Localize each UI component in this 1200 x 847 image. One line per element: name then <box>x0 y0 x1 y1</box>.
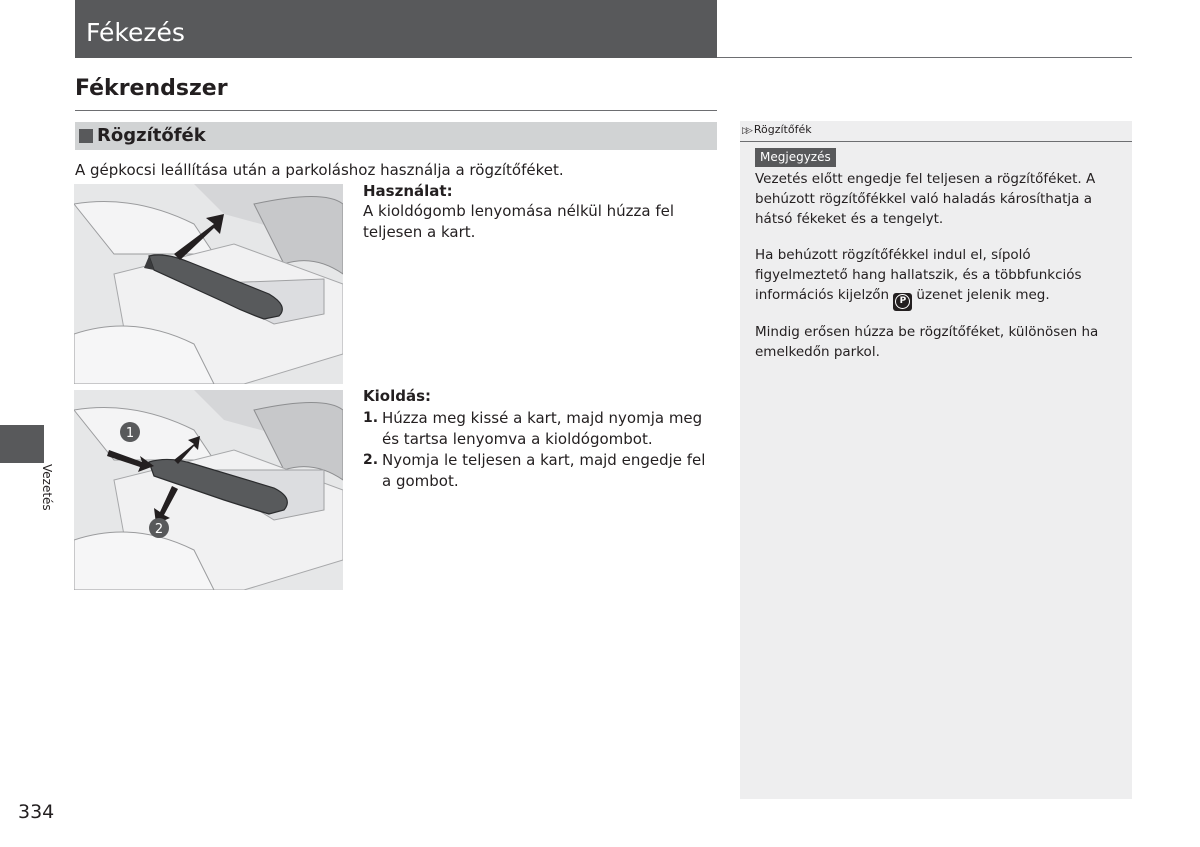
callout-1: 1 <box>125 426 135 441</box>
chapter-title: Fékezés <box>86 18 185 47</box>
note-paragraph: Mindig erősen húzza be rögzítőféket, különösen ha emelkedőn parkol. <box>755 324 1099 360</box>
step-text: Húzza meg kissé a kart, majd nyomja meg és tartsa lenyomva a kioldógombot. <box>382 409 703 448</box>
header-rule <box>717 57 1132 58</box>
parking-brake-release-illustration <box>74 390 343 590</box>
release-step <box>363 408 713 450</box>
side-tab-label: Vezetés <box>40 464 54 511</box>
note-text: Ha behúzott rögzítőfékkel indul el, sípoló figyelmeztető hang hallatszik, és a többfunkciós információs kijelzőn <box>755 247 1082 303</box>
usage-text: A kioldógomb lenyomása nélkül húzza fel teljesen a kart. <box>363 202 675 241</box>
parking-brake-apply-illustration <box>74 184 343 384</box>
page-number: 334 <box>18 801 55 823</box>
side-tab <box>0 425 44 463</box>
note-paragraph: Vezetés előtt engedje fel teljesen a rögzítőféket. A behúzott rögzítőfékkel való haladás károsíthatja a hátsó fékeket és a tengelyt. <box>755 171 1096 227</box>
usage-label: Használat: <box>363 182 453 200</box>
note-reference-title: Rögzítőfék <box>753 123 812 136</box>
section-rule <box>75 110 717 111</box>
subsection-square-icon <box>79 129 93 143</box>
note-text: üzenet jelenik meg. <box>916 287 1050 303</box>
step-number: 2. <box>363 452 379 468</box>
note-badge: Megjegyzés <box>755 148 836 167</box>
note-paragraph <box>755 245 1125 311</box>
parking-brake-apply-drawing <box>74 184 343 384</box>
note-header-rule <box>740 141 1132 142</box>
release-label: Kioldás: <box>363 387 431 405</box>
step-number: 1. <box>363 410 379 426</box>
callout-2: 2 <box>154 522 164 537</box>
parking-brake-icon: P <box>893 293 912 311</box>
section-title: Fékrendszer <box>75 76 228 101</box>
double-chevron-icon: ▷▷ <box>742 126 750 136</box>
step-text: Nyomja le teljesen a kart, majd engedje fel a gombot. <box>382 451 706 490</box>
release-step <box>363 450 713 492</box>
note-reference <box>742 123 812 138</box>
intro-text: A gépkocsi leállítása után a parkoláshoz használja a rögzítőféket. <box>75 161 564 179</box>
subsection-title: Rögzítőfék <box>97 125 206 146</box>
parking-brake-release-drawing <box>74 390 343 590</box>
